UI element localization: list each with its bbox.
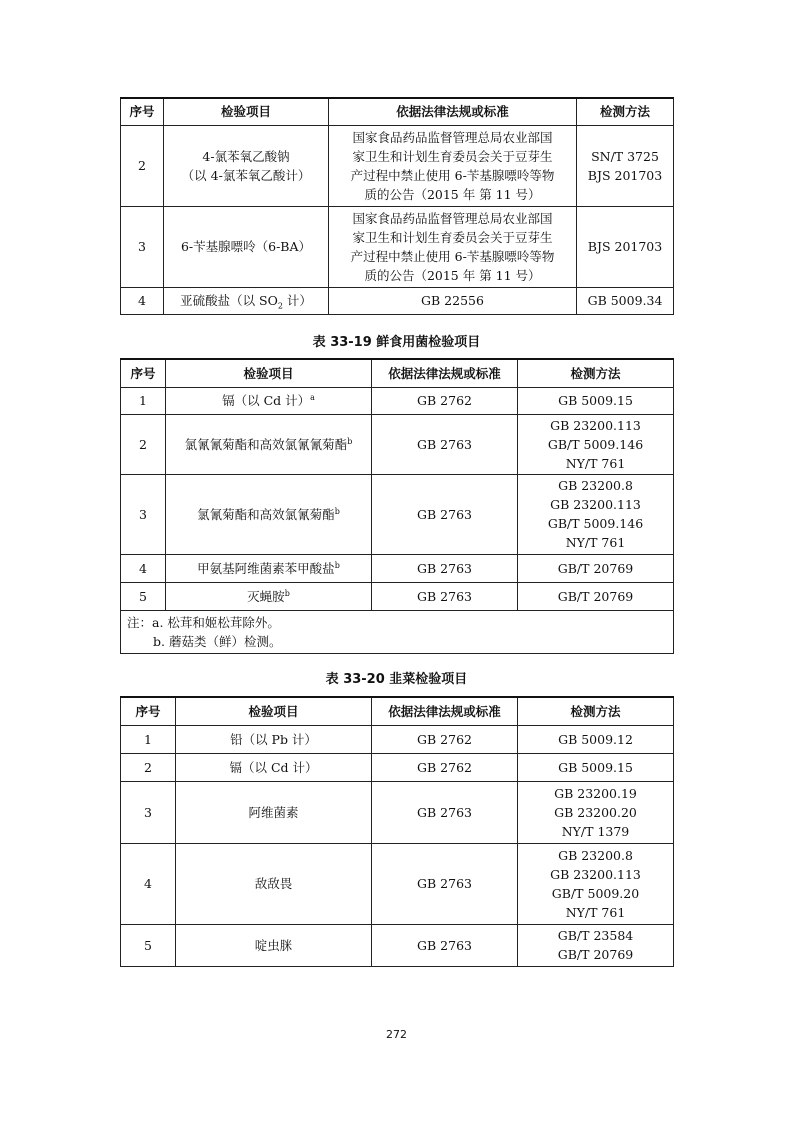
footnote-mark: b	[334, 506, 340, 516]
row-no: 1	[121, 725, 176, 753]
row-no: 3	[121, 206, 164, 287]
footnote-mark: a	[310, 392, 315, 402]
row-item: 啶虫脒	[176, 924, 372, 966]
header-basis: 依据法律法规或标准	[372, 697, 518, 725]
footnote-mark: b	[334, 560, 340, 570]
row-method: GB 23200.19 GB 23200.20 NY/T 1379	[518, 781, 674, 843]
row-method: GB/T 23584 GB/T 20769	[518, 924, 674, 966]
table-caption-33-20: 表 33-20 韭菜检验项目	[325, 672, 468, 687]
row-no: 1	[121, 387, 166, 414]
row-method: GB 23200.8 GB 23200.113 GB/T 5009.146 NY/T 761	[518, 474, 674, 554]
row-basis: GB 2763	[372, 554, 518, 582]
footnote-mark: b	[284, 588, 290, 598]
row-basis: GB 2763	[372, 843, 518, 924]
row-basis: 国家食品药品监督管理总局农业部国 家卫生和计划生育委员会关于豆芽生 产过程中禁止使用 6-苄基腺嘌呤等物 质的公告（2015 年 第 11 号）	[329, 125, 577, 206]
table-row	[121, 924, 674, 966]
row-item: 镉（以 Cd 计）	[176, 753, 372, 781]
table-caption-33-19: 表 33-19 鲜食用菌检验项目	[312, 335, 481, 350]
table-row	[121, 387, 674, 414]
row-item: 6-苄基腺嘌呤（6-BA）	[164, 206, 329, 287]
table-note	[121, 610, 674, 653]
item-text: 甲氨基阿维菌素苯甲酸盐	[197, 560, 335, 576]
row-method: GB 5009.15	[518, 387, 674, 414]
row-basis: GB 2763	[372, 414, 518, 474]
row-no: 4	[121, 554, 166, 582]
header-method: 检测方法	[518, 697, 674, 725]
footnote-mark: b	[347, 436, 353, 446]
header-no: 序号	[121, 359, 166, 387]
row-no: 3	[121, 474, 166, 554]
table-row	[121, 781, 674, 843]
table-row	[121, 725, 674, 753]
table-row	[121, 554, 674, 582]
row-method: SN/T 3725 BJS 201703	[577, 125, 674, 206]
item-text-suffix: 计）	[282, 293, 312, 308]
table-row	[121, 582, 674, 610]
table-row	[121, 206, 674, 287]
table-row	[121, 474, 674, 554]
row-no: 3	[121, 781, 176, 843]
header-item: 检验项目	[164, 98, 329, 125]
row-basis: GB 2762	[372, 753, 518, 781]
row-no: 5	[121, 582, 166, 610]
row-basis: GB 2763	[372, 582, 518, 610]
row-basis: GB 2763	[372, 924, 518, 966]
row-item	[166, 474, 372, 554]
row-method: GB 5009.15	[518, 753, 674, 781]
row-method: GB 5009.34	[577, 287, 674, 314]
header-method: 检测方法	[518, 359, 674, 387]
row-item	[166, 387, 372, 414]
table-chinese-chives	[120, 696, 674, 967]
row-no: 4	[121, 843, 176, 924]
row-item: 4-氯苯氧乙酸钠 （以 4-氯苯氧乙酸计）	[164, 125, 329, 206]
item-text: 灭蝇胺	[247, 588, 285, 604]
table-row	[121, 414, 674, 474]
header-no: 序号	[121, 697, 176, 725]
row-basis: 国家食品药品监督管理总局农业部国 家卫生和计划生育委员会关于豆芽生 产过程中禁止使用 6-苄基腺嘌呤等物 质的公告（2015 年 第 11 号）	[329, 206, 577, 287]
row-no: 4	[121, 287, 164, 314]
header-method: 检测方法	[577, 98, 674, 125]
subscript: 2	[277, 301, 283, 311]
note-line-a: 注：a. 松茸和姬松茸除外。	[127, 614, 280, 630]
row-item	[166, 414, 372, 474]
note-line-b: b. 蘑菇类（鲜）检测。	[153, 633, 282, 649]
row-method: GB/T 20769	[518, 582, 674, 610]
header-item: 检验项目	[176, 697, 372, 725]
row-no: 2	[121, 125, 164, 206]
item-text: 氯氰菊酯和高效氯氰菊酯	[197, 506, 335, 522]
row-item	[166, 554, 372, 582]
row-item	[164, 287, 329, 314]
table-row	[121, 125, 674, 206]
header-basis: 依据法律法规或标准	[372, 359, 518, 387]
row-item: 敌敌畏	[176, 843, 372, 924]
row-method: GB 23200.113 GB/T 5009.146 NY/T 761	[518, 414, 674, 474]
row-method: GB 5009.12	[518, 725, 674, 753]
table-row	[121, 843, 674, 924]
header-item: 检验项目	[166, 359, 372, 387]
item-text: 镉（以 Cd 计）	[222, 393, 311, 408]
table-bean-sprouts-continued	[120, 97, 674, 315]
row-method: GB/T 20769	[518, 554, 674, 582]
table-row	[121, 287, 674, 314]
item-text: 氯氰氰菊酯和高效氯氰氰菊酯	[184, 436, 348, 452]
row-basis: GB 2762	[372, 725, 518, 753]
row-no: 5	[121, 924, 176, 966]
row-method: BJS 201703	[577, 206, 674, 287]
row-method: GB 23200.8 GB 23200.113 GB/T 5009.20 NY/T 761	[518, 843, 674, 924]
row-no: 2	[121, 753, 176, 781]
table-row	[121, 753, 674, 781]
row-item	[166, 582, 372, 610]
header-basis: 依据法律法规或标准	[329, 98, 577, 125]
row-item: 铅（以 Pb 计）	[176, 725, 372, 753]
row-no: 2	[121, 414, 166, 474]
row-item: 阿维菌素	[176, 781, 372, 843]
table-edible-fungi	[120, 358, 674, 654]
row-basis: GB 2763	[372, 474, 518, 554]
item-text: 亚硫酸盐（以 SO	[180, 293, 278, 308]
page-number: 272	[386, 1028, 407, 1041]
table-note-row	[121, 610, 674, 653]
row-basis: GB 22556	[329, 287, 577, 314]
row-basis: GB 2762	[372, 387, 518, 414]
row-basis: GB 2763	[372, 781, 518, 843]
header-no: 序号	[121, 98, 164, 125]
